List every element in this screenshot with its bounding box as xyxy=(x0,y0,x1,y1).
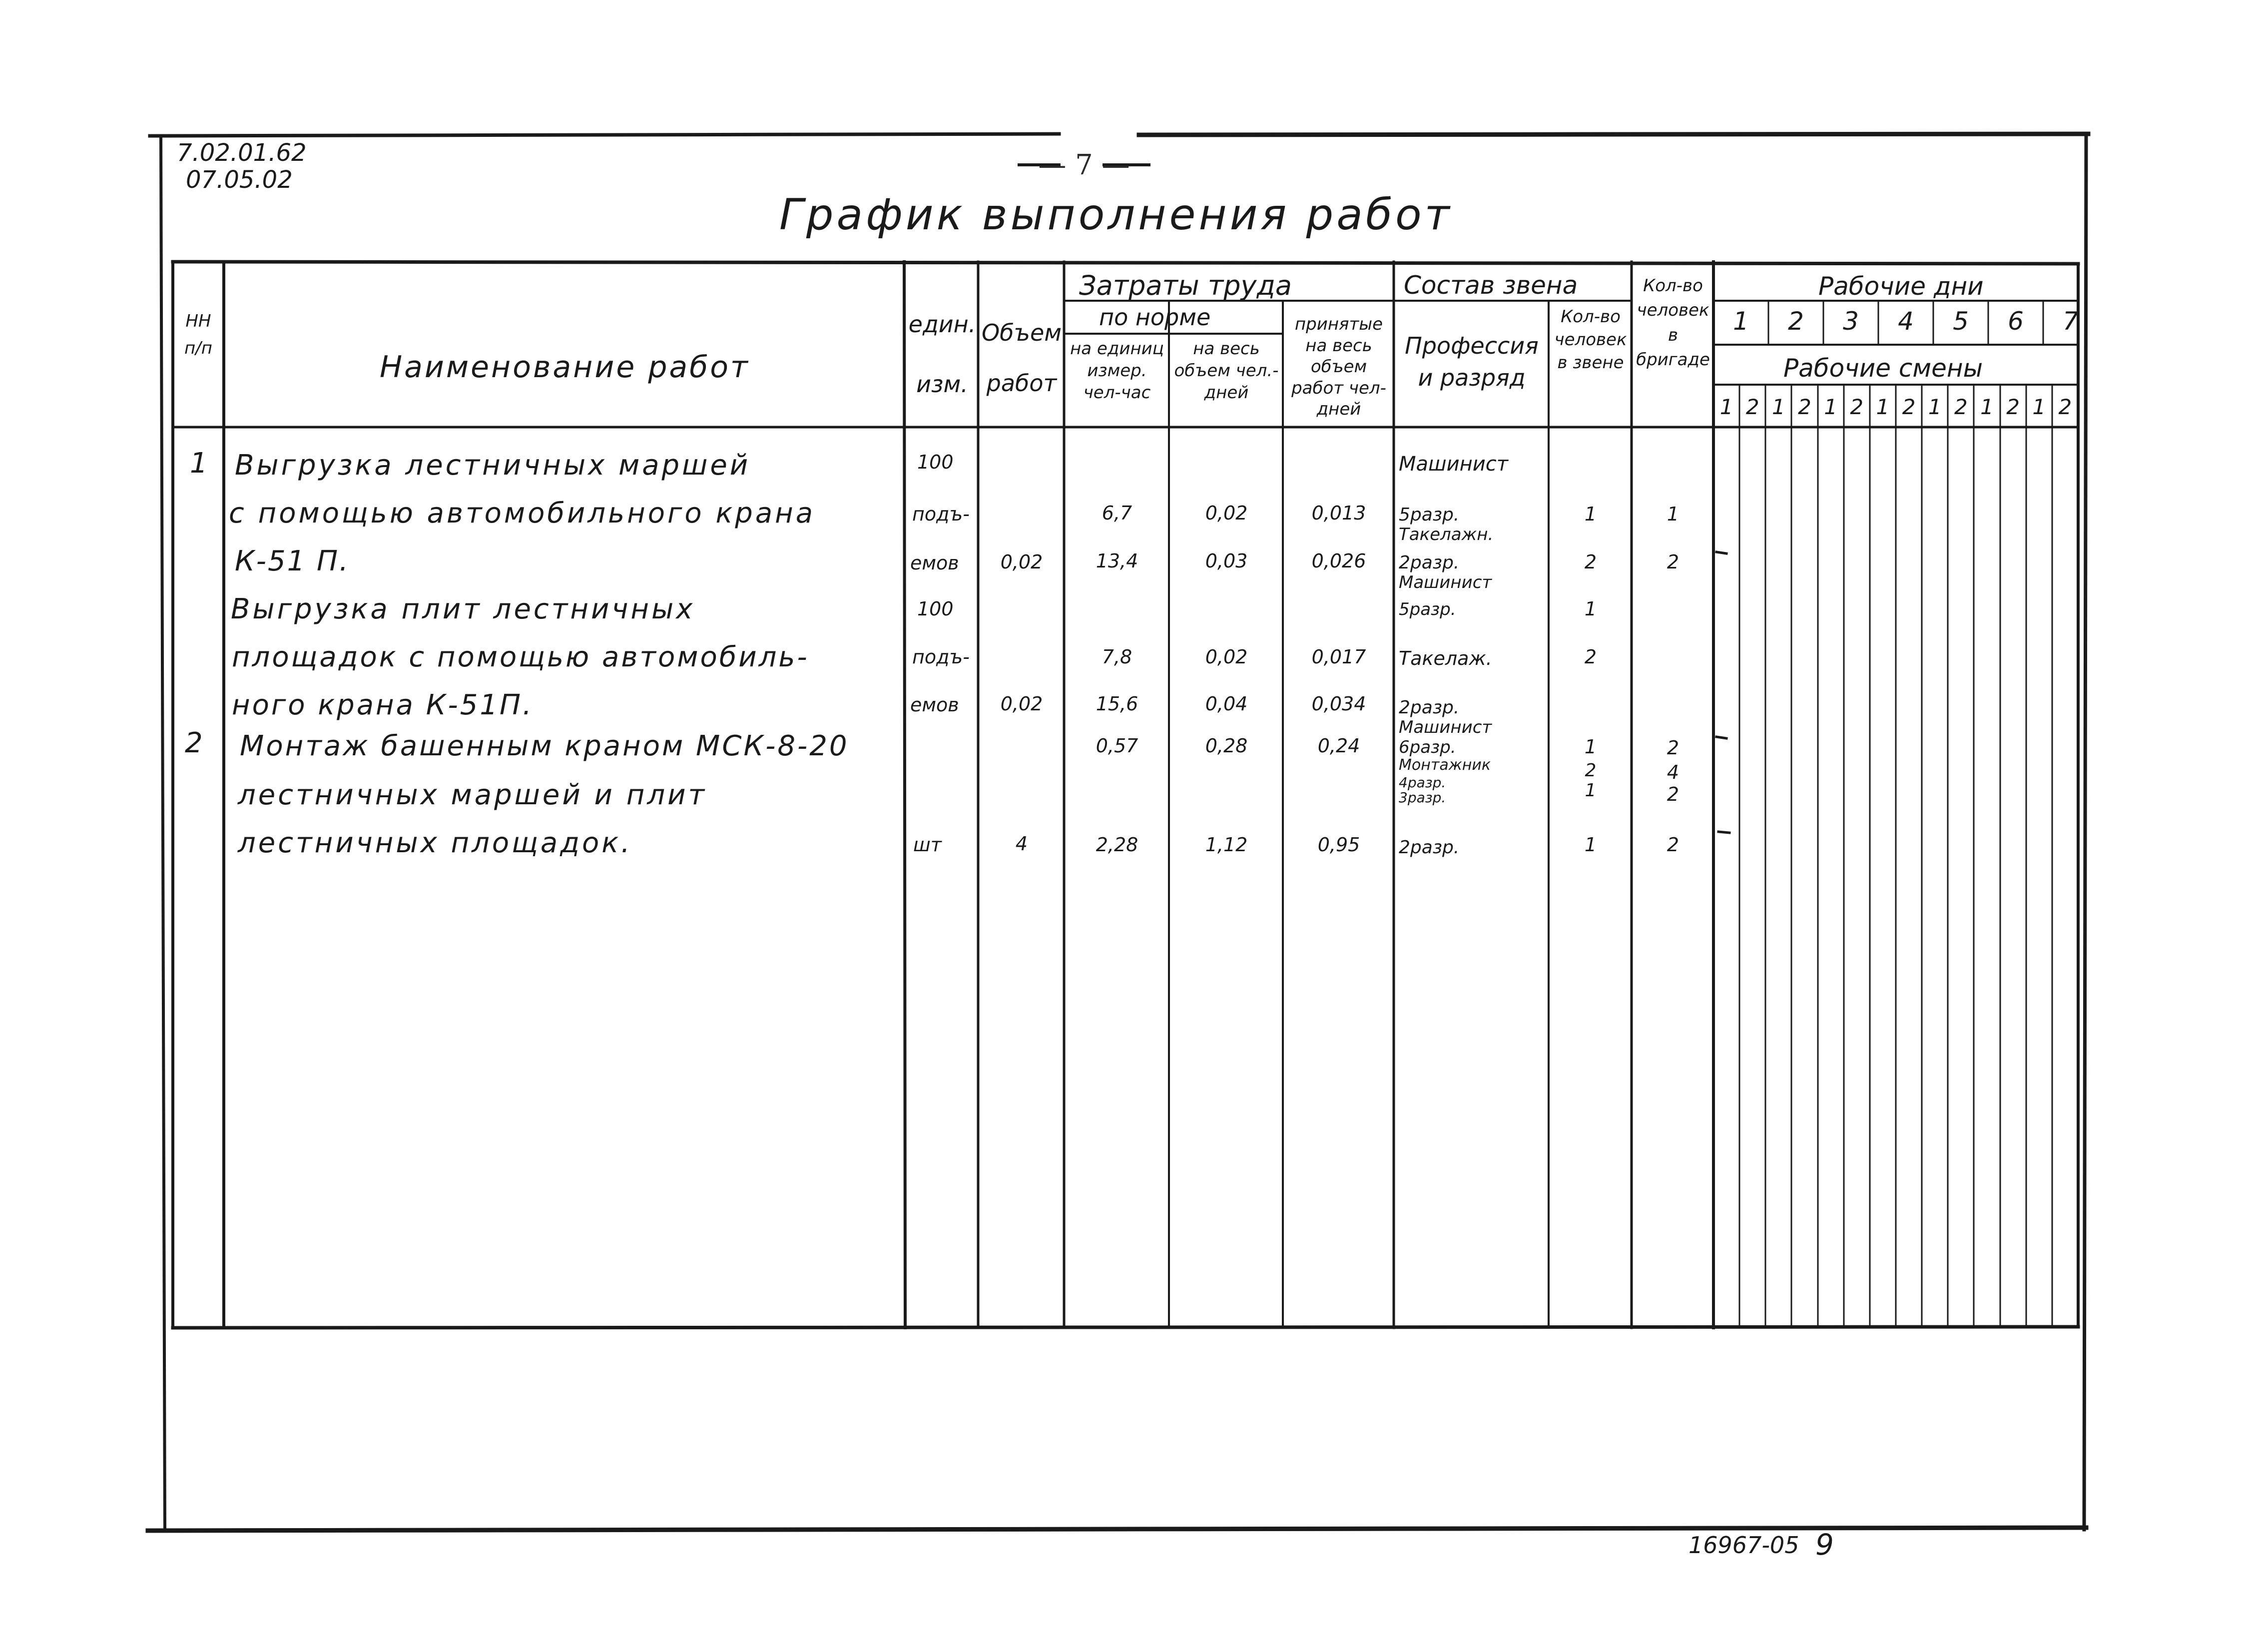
work-name-line: К-51 П. xyxy=(235,545,350,577)
header-people-in-brigade: Кол-во человек в бригаде xyxy=(1636,276,1710,370)
header-crew-composition: Состав звена xyxy=(1404,271,1578,300)
crew-count-cell: 2 xyxy=(1585,760,1597,781)
footer-number: 16967-05 xyxy=(1688,1532,1799,1559)
header-name: Наименование работ xyxy=(380,350,750,385)
unit-cell: емов xyxy=(910,694,959,716)
day-number: 3 xyxy=(1843,307,1859,336)
header-whole-volume: на весь объем чел.-дней xyxy=(1174,339,1279,403)
work-name-line: ного крана К-51П. xyxy=(232,689,534,721)
per-unit-cell: 6,7 xyxy=(1102,502,1132,524)
shift-number: 1 xyxy=(1719,395,1733,419)
unit-cell: 100 xyxy=(917,451,954,473)
shift-number: 2 xyxy=(1745,395,1759,419)
header-people-in-crew: Кол-во человек в звене xyxy=(1554,307,1627,373)
day-number: 4 xyxy=(1898,307,1914,336)
work-name-line: с помощью автомобильного крана xyxy=(229,497,816,530)
accepted-cell: 0,034 xyxy=(1311,693,1366,715)
header-profession: Профессия и разряд xyxy=(1405,332,1539,392)
volume-cell: 4 xyxy=(1015,833,1028,855)
whole-volume-cell: 1,12 xyxy=(1205,834,1248,856)
header-nn: НН п/п xyxy=(184,311,212,359)
profession-cell: 2разр. xyxy=(1399,697,1460,718)
crew-count-cell: 1 xyxy=(1584,503,1597,525)
header-per-unit: на единиц измер. чел-час xyxy=(1070,339,1164,403)
row-number: 2 xyxy=(185,727,203,759)
day-number: 1 xyxy=(1733,307,1749,336)
day-number: 2 xyxy=(1788,307,1804,336)
shift-number: 2 xyxy=(1798,395,1811,419)
work-name-line: лестничных площадок. xyxy=(238,827,632,859)
shift-number: 1 xyxy=(1876,395,1890,419)
doc-code-line1: 7.02.01.62 xyxy=(177,139,307,167)
profession-cell: 6разр. xyxy=(1399,737,1456,757)
crew-count-cell: 1 xyxy=(1585,780,1597,801)
shift-number: 2 xyxy=(1954,395,1968,419)
per-unit-cell: 15,6 xyxy=(1096,693,1138,715)
profession-cell: 3разр. xyxy=(1399,789,1446,806)
day-number: 7 xyxy=(2063,307,2079,336)
whole-volume-cell: 0,02 xyxy=(1205,502,1248,524)
accepted-cell: 0,013 xyxy=(1311,502,1366,524)
shift-number: 2 xyxy=(1902,395,1916,419)
shift-number: 1 xyxy=(1980,395,1994,419)
header-volume: Объем работ xyxy=(981,319,1062,397)
crew-count-cell: 1 xyxy=(1584,834,1597,856)
brigade-count-cell: 2 xyxy=(1667,783,1680,805)
brigade-count-cell: 2 xyxy=(1667,551,1680,573)
work-name-line: Монтаж башенным краном МСК-8-20 xyxy=(240,730,849,762)
crew-count-cell: 1 xyxy=(1584,736,1597,758)
work-name-line: Выгрузка лестничных маршей xyxy=(235,449,751,482)
brigade-count-cell: 2 xyxy=(1667,834,1680,856)
whole-volume-cell: 0,03 xyxy=(1205,550,1248,572)
work-name-line: лестничных маршей и плит xyxy=(238,779,707,811)
profession-cell: Машинист xyxy=(1399,453,1509,476)
page-number: — 7 — xyxy=(1038,149,1130,181)
header-by-norm: по норме xyxy=(1099,304,1211,331)
accepted-cell: 0,026 xyxy=(1311,550,1366,572)
crew-count-cell: 1 xyxy=(1584,598,1597,620)
day-number: 5 xyxy=(1953,307,1969,336)
shift-number: 1 xyxy=(1824,395,1837,419)
crew-count-cell: 2 xyxy=(1584,551,1597,573)
unit-cell: шт xyxy=(913,834,942,856)
header-accepted: принятые на весь объем работ чел-дней xyxy=(1291,314,1386,419)
footer-mark: 9 xyxy=(1815,1528,1834,1562)
profession-cell: Монтажник xyxy=(1399,756,1491,774)
brigade-count-cell: 4 xyxy=(1667,761,1680,783)
accepted-cell: 0,95 xyxy=(1317,834,1360,856)
shift-number: 1 xyxy=(1928,395,1942,419)
unit-cell: емов xyxy=(910,552,959,574)
header-unit: един. изм. xyxy=(908,311,976,398)
page-title: График выполнения работ xyxy=(779,190,1453,240)
per-unit-cell: 13,4 xyxy=(1096,550,1138,572)
brigade-count-cell: 2 xyxy=(1667,737,1680,759)
row-number: 1 xyxy=(190,447,208,480)
profession-cell: Машинист xyxy=(1399,717,1492,737)
crew-count-cell: 2 xyxy=(1584,646,1597,668)
shift-number: 2 xyxy=(2006,395,2020,419)
profession-cell: Такелаж. xyxy=(1399,647,1492,669)
accepted-cell: 0,24 xyxy=(1317,735,1360,757)
shift-number: 2 xyxy=(1850,395,1864,419)
work-name-line: площадок с помощью автомобиль- xyxy=(232,641,809,673)
profession-cell: 2разр. xyxy=(1399,837,1460,858)
profession-cell: Такелажн. xyxy=(1399,525,1494,545)
unit-cell: 100 xyxy=(917,598,954,620)
volume-cell: 0,02 xyxy=(1000,693,1043,715)
unit-cell: подъ- xyxy=(912,503,970,525)
shift-number: 2 xyxy=(2058,395,2072,419)
profession-cell: Машинист xyxy=(1399,572,1492,592)
profession-cell: 4разр. xyxy=(1399,774,1446,791)
brigade-count-cell: 1 xyxy=(1667,503,1680,525)
whole-volume-cell: 0,04 xyxy=(1205,693,1248,715)
whole-volume-cell: 0,28 xyxy=(1205,735,1248,757)
volume-cell: 0,02 xyxy=(1000,551,1043,573)
header-labor-costs: Затраты труда xyxy=(1079,270,1292,301)
shift-number: 1 xyxy=(1771,395,1785,419)
profession-cell: 5разр. xyxy=(1399,599,1456,619)
doc-code-line2: 07.05.02 xyxy=(186,166,293,194)
accepted-cell: 0,017 xyxy=(1311,646,1366,668)
work-name-line: Выгрузка плит лестничных xyxy=(231,593,695,625)
per-unit-cell: 7,8 xyxy=(1102,646,1132,668)
profession-cell: 5разр. xyxy=(1399,505,1460,525)
header-working-shifts: Рабочие смены xyxy=(1783,354,1983,383)
per-unit-cell: 0,57 xyxy=(1096,735,1138,757)
header-working-days: Рабочие дни xyxy=(1818,272,1984,301)
shift-number: 1 xyxy=(2032,395,2046,419)
unit-cell: подъ- xyxy=(912,646,970,668)
profession-cell: 2разр. xyxy=(1399,552,1460,573)
per-unit-cell: 2,28 xyxy=(1096,834,1138,856)
day-number: 6 xyxy=(2008,307,2024,336)
whole-volume-cell: 0,02 xyxy=(1205,646,1248,668)
